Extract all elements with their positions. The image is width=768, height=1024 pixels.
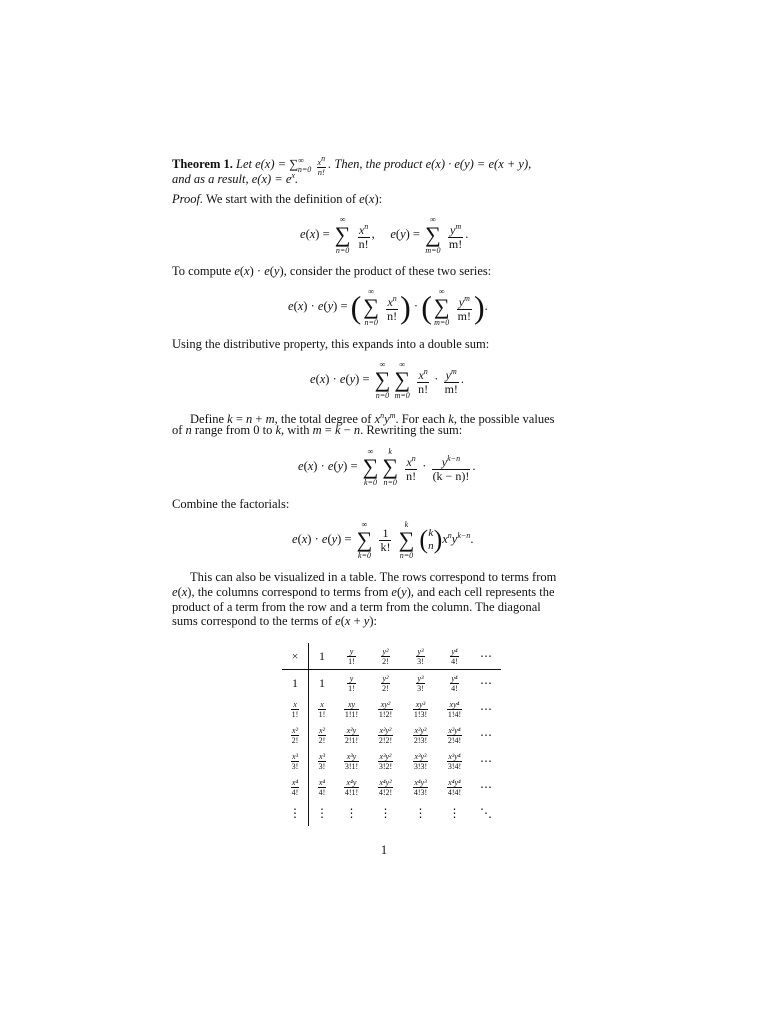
table-row [282,800,501,826]
proof-intro: Proof. We start with the definition of e(x): [172,192,383,206]
paragraph-compute-product: To compute e(x) · e(y), consider the product of these two series: [172,264,492,278]
table-cell: ⋯ [480,779,492,794]
table-cell: $\frac{\text{x³y}}{3!1!}$ [344,751,359,771]
theorem-line2: and as a result, $e(x) = e^x$. [172,171,299,187]
table-header-row [282,643,501,670]
table-cell: $\frac{\text{x⁴y⁴}}{4!4!}$ [447,777,462,797]
table-cell: $\frac{\text{x⁴y³}}{4!3!}$ [413,777,428,797]
table-cell: $\frac{x}{1!}$ [318,699,326,719]
table-row [282,670,501,697]
table-cell: ⋯ [480,675,492,690]
table-cell: $\frac{\text{x³y²}}{3!2!}$ [378,751,393,771]
paragraph-define-k-line1: Define k = n + m, the total degree of $x^ny^m$. For each k, the possible values [190,411,555,427]
paragraph-table-line4: sums correspond to the terms of e(x + y): [172,614,377,628]
table-cell: ⋮ [414,805,427,820]
table-row-header: $\frac{x}{1!}$ [282,696,309,722]
table-row-header: $\frac{\text{x⁴}}{4!}$ [282,774,309,800]
paragraph-combine-factorials: Combine the factorials: [172,497,290,511]
table-cell: ⋯ [480,727,492,742]
table-cell: $\frac{\text{xy³}}{1!3!}$ [413,699,428,719]
theorem-label: Theorem 1. [172,157,233,172]
table-cell: ⋯ [480,753,492,768]
table-cell: ⋱ [480,805,492,820]
table-cell: $\frac{\text{xy⁴}}{1!4!}$ [447,699,462,719]
product-table [282,643,501,826]
table-cell: $\frac{\text{x³}}{3!}$ [318,751,326,771]
table-cell: $\frac{xy}{1!1!}$ [344,699,359,719]
table-cell: $\frac{\text{x²y³}}{2!3!}$ [413,725,428,745]
table-col-header: $\frac{\text{y³}}{3!}$ [403,643,438,670]
table-row-header: ⋮ [282,800,309,826]
paragraph-distributive: Using the distributive property, this expands into a double sum: [172,337,490,351]
table-cell: ⋮ [316,805,328,820]
table-col-header: 1 [309,643,336,670]
table-cell: $\frac{\text{x²y}}{2!1!}$ [344,725,359,745]
table-row-header: 1 [282,670,309,697]
table-cell: 1 [319,675,325,690]
table-cell: $\frac{\text{x²y⁴}}{2!4!}$ [447,725,462,745]
page-number: 1 [380,843,388,857]
paragraph-table-line3: product of a term from the row and a term from the column. The diagonal [172,600,541,614]
table-cell: ⋮ [345,805,358,820]
table-col-header: $\frac{\text{y²}}{2!}$ [368,643,403,670]
table-row-header: $\frac{\text{x³}}{3!}$ [282,748,309,774]
equation-product-series: e(x) · e(y) = ( ∞ ∑ n=0 $\frac{x^n}{n!}$ ) · ( ∞ ∑ m=0 $\frac{y^m}{m!}$ ). [288,287,488,327]
table-cell: $\frac{\text{x⁴y²}}{4!2!}$ [378,777,393,797]
paragraph-table-line1: This can also be visualized in a table. The rows correspond to terms from [190,570,557,584]
table-row [282,774,501,800]
table-cell: $\frac{\text{x²}}{2!}$ [318,725,326,745]
table-cell: $\frac{\text{y²}}{2!}$ [382,673,389,693]
equation-binomial: e(x) · e(y) = ∞ ∑ k=0 $\frac{1}{k!}$ k ∑ n=0 ( k n )$x^ny^{k-n}$. [292,520,474,560]
table-cell: ⋯ [480,701,492,716]
table-row [282,696,501,722]
equation-rewritten-sum: e(x) · e(y) = ∞ ∑ k=0 k ∑ n=0 $\frac{x^n}{n!}$ · $\frac{y^{k-n}}{(k - n)!}$ . [298,447,476,487]
equation-double-sum: e(x) · e(y) = ∞ ∑ n=0 ∞ ∑ m=0 $\frac{x^n}{n!}$ · $\frac{y^m}{m!}$ . [310,360,465,400]
table-cell: $\frac{\text{xy²}}{1!2!}$ [378,699,393,719]
theorem-statement: Theorem 1. Let $e(x) = \sum^\infty_{n=0}$ $\frac{x^n}{n!}$ . Then, the product e(x) · e(y) = e(x + y), [172,153,532,177]
equation-definitions: e(x) = ∞ ∑ n=0 $\frac{x^n}{n!}$ , e(y) = ∞ ∑ m=0 $\frac{y^m}{m!}$ . [300,215,469,255]
paragraph-define-k-line2: of n range from 0 to k, with m = k − n. Rewriting the sum: [172,423,463,437]
table-row-header: $\frac{\text{x²}}{2!}$ [282,722,309,748]
table-col-header: $\frac{y}{1!}$ [335,643,368,670]
table-col-header: $\frac{\text{y⁴}}{4!}$ [438,643,471,670]
table-cell: $\frac{\text{y³}}{3!}$ [417,673,424,693]
paragraph-table-line2: e(x), the columns correspond to terms from e(y), and each cell represents the [172,585,555,599]
table-cell: ⋮ [448,805,461,820]
table-cell: $\frac{\text{x⁴}}{4!}$ [318,777,326,797]
table-row [282,722,501,748]
table-cell: $\frac{\text{y⁴}}{4!}$ [451,673,458,693]
table-cell: $\frac{y}{1!}$ [348,673,355,693]
table-col-header: ⋯ [471,643,501,670]
table-cell: $\frac{\text{x³y³}}{3!3!}$ [413,751,428,771]
table-cell: ⋮ [379,805,392,820]
table-corner: × [282,643,309,670]
table-cell: $\frac{\text{x³y⁴}}{3!4!}$ [447,751,462,771]
table-cell: $\frac{\text{x²y²}}{2!2!}$ [378,725,393,745]
proof-label: Proof. [172,192,204,206]
table-row [282,748,501,774]
table-cell: $\frac{\text{x⁴y}}{4!1!}$ [344,777,359,797]
